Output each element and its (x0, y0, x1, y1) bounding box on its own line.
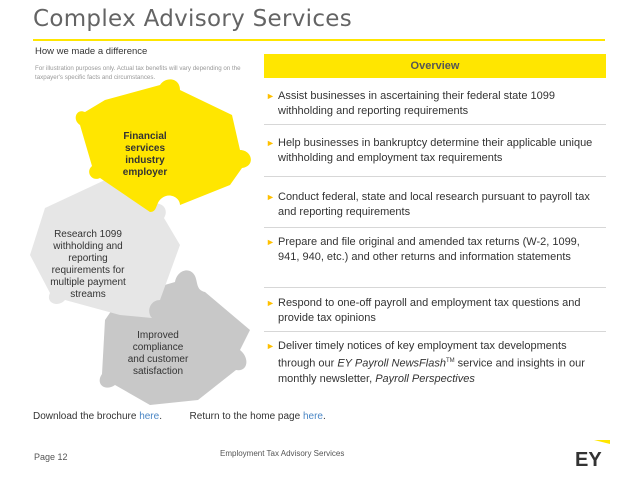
title-rule (33, 39, 605, 41)
bullet-text: Respond to one-off payroll and employment tax questions and provide tax opinions (278, 297, 581, 324)
return-text: Return to the home page (189, 411, 303, 422)
newsflash-title: EY Payroll NewsFlash (337, 357, 446, 370)
download-text: Download the brochure (33, 411, 140, 422)
divider (264, 331, 606, 332)
footer-center-text: Employment Tax Advisory Services (220, 449, 345, 458)
bullet-arrow-icon: ► (266, 91, 275, 101)
bullet-arrow-icon: ► (266, 237, 275, 247)
overview-heading: Overview (264, 54, 606, 78)
page-number: Page 12 (34, 452, 68, 462)
bullet-arrow-icon: ► (266, 298, 275, 308)
bullet-text (278, 339, 602, 387)
divider (264, 227, 606, 228)
divider (264, 124, 606, 125)
bullet-text: Assist businesses in ascertaining their federal state 1099 withholding and reporting requirements (278, 90, 555, 117)
period: . (159, 411, 162, 422)
bullet-arrow-icon: ► (266, 341, 275, 351)
bullet-text-prefix: Deliver timely notices of key employment tax developments through our (278, 340, 567, 370)
logo-beam (594, 440, 610, 444)
bullet-text-middle: service and insights in our monthly newsletter, (278, 357, 585, 385)
bullet-text: Help businesses in bankruptcy determine their applicable unique withholding and employment tax requirements (278, 137, 593, 164)
bullet-arrow-icon: ► (266, 138, 275, 148)
bullet-text: Conduct federal, state and local research pursuant to payroll tax and reporting requirements (278, 191, 590, 218)
newsletter-title: Payroll Perspectives (375, 372, 475, 385)
piece-label-2: Research 1099 withholding and reporting requirements for multiple payment streams (50, 229, 126, 300)
bullet-text: Prepare and file original and amended tax returns (W-2, 1099, 941, 940, etc.) and other returns and information statements (278, 236, 580, 263)
divider (264, 176, 606, 177)
logo-text: EY (575, 449, 602, 468)
overview-panel (264, 54, 606, 78)
home-page-link[interactable]: here (302, 411, 323, 422)
disclaimer: For illustration purposes only. Actual tax benefits will vary depending on the taxpayer's specific facts and circumstances. (35, 65, 241, 81)
page-title: Complex Advisory Services (33, 6, 353, 32)
footer-links (33, 411, 326, 422)
period: . (322, 411, 326, 422)
ey-logo (574, 438, 610, 468)
download-brochure-link[interactable]: here (139, 411, 160, 422)
trademark: TM (445, 358, 455, 364)
piece-label-3: Improved compliance and customer satisfaction (127, 330, 189, 377)
piece-label-1: Financial services industry employer (122, 131, 168, 178)
bullet-arrow-icon: ► (266, 192, 275, 202)
divider (264, 287, 606, 288)
subhead: How we made a difference (35, 46, 148, 57)
